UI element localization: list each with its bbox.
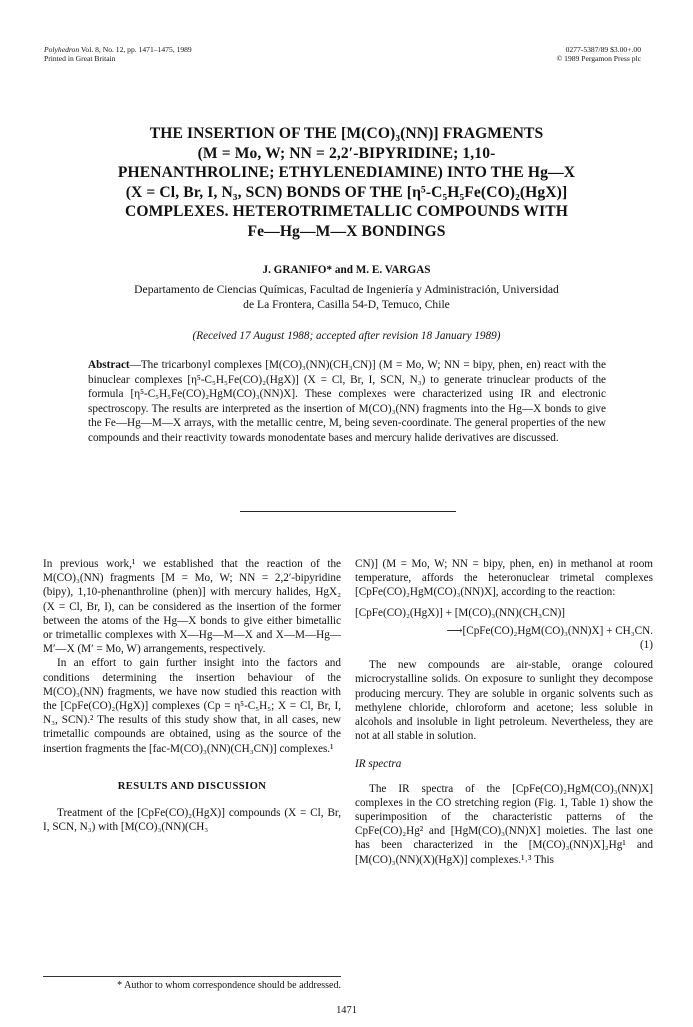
article-title (60, 124, 633, 242)
affiliation-line: de La Frontera, Casilla 54-D, Temuco, Chile (243, 298, 450, 311)
equation-line: ⟶[CpFe(CO)₂HgM(CO)₃(NN)X] + CH₃CN. (446, 624, 653, 637)
copyright: © 1989 Pergamon Press plc (556, 54, 641, 63)
page-number: 1471 (336, 1005, 357, 1016)
journal-info: Vol. 8, No. 12, pp. 1471–1475, 1989 (79, 45, 192, 54)
issn-header (556, 45, 641, 63)
footnote: * Author to whom correspondence should be addressed. (117, 980, 341, 991)
paragraph: CN)] (M = Mo, W; NN = bipy, phen, en) in methanol at room temperature, affords the heteronuclear trimetal complexes [CpFe(CO)₂HgM(CO)₃(NN)X], according to the reaction: (355, 558, 653, 599)
title-line: (M = Mo, W; NN = 2,2′-BIPYRIDINE; 1,10- (197, 144, 496, 162)
journal-header (44, 45, 192, 63)
affiliation (70, 282, 623, 312)
abstract-label: Abstract (88, 359, 130, 371)
paragraph: In previous work,¹ we established that the reaction of the M(CO)₃(NN) fragments [M = Mo, W; NN = 2,2′-bipyridine (bipy), 1,10-phenanthroline (phen)] with mercury halides, HgX₂ (X = Cl, Br, I), can be considered as the insertion of the former between the atoms of the Hg—X bonds to give either bimetallic or trimetallic complexes with X—Hg—M—X and X—M—Hg—M′—X (M′ = Mo, W) arrangements, respectively. (43, 558, 341, 656)
abstract-divider (240, 511, 456, 512)
paragraph: The IR spectra of the [CpFe(CO)₂HgM(CO)₃(NN)X] complexes in the CO stretching region (Fig. 1, Table 1) show the superimposition of the characteristic patterns of the CpFe(CO)₂Hg² and [HgM(CO)₃(NN)X] moieties. The last one has been characterized in the [M(CO)₃(NN)X]₂Hg¹ and [M(CO)₃(NN)(X)(HgX)] complexes.¹˒³ This (355, 782, 653, 866)
authors: J. GRANIFO* and M. E. VARGAS (262, 264, 431, 276)
title-line: THE INSERTION OF THE [M(CO)₃(NN)] FRAGMENTS (149, 125, 544, 142)
footnote-divider (43, 976, 341, 977)
abstract (88, 358, 606, 446)
issn-price: 0277-5387/89 $3.00+.00 (565, 45, 641, 54)
abstract-text: —The tricarbonyl complexes [M(CO)₃(NN)(CH₃CN)] (M = Mo, W; NN = bipy, phen, en) react with the binuclear complexes [η⁵-C₅H₅Fe(CO)₂(HgX)] (X = Cl, Br, I, SCN, N₃) to generate trinuclear products of the formula [η⁵-C₅H₅Fe(CO)₂HgM(CO)₃(NN)X]. These complexes were characterized using IR and electronic spectroscopy. The results are interpreted as the insertion of M(CO)₃(NN) fragments into the Hg—X bonds to give the Fe—Hg—M—X arrays, with the metallic centre, M, being seven-coordinate. The general properties of the new compounds and their reactivity towards monodentate bases and mercury halide derivatives are discussed. (88, 359, 606, 444)
equation-number: (1) (639, 639, 653, 652)
paragraph: The new compounds are air-stable, orange coloured microcrystalline solids. On exposure to sunlight they decompose producing mercury. They are soluble in organic solvents such as methylene chloride, chloroform and acetone; less soluble in alcohols and insoluble in light petroleum. Nevertheless, they are not at all stable in solution. (355, 659, 653, 743)
equation-line: [CpFe(CO)₂(HgX)] + [M(CO)₃(NN)(CH₃CN)] (355, 606, 566, 619)
title-line: COMPLEXES. HETEROTRIMETALLIC COMPOUNDS WITH (124, 203, 568, 221)
title-line: PHENANTHROLINE; ETHYLENEDIAMINE) INTO THE Hg—X (117, 164, 576, 182)
paragraph: In an effort to gain further insight into the factors and conditions determining the insertion behaviour of the M(CO)₃(NN) fragments, we have now studied this reaction with the [CpFe(CO)₂(HgX)] complexes (Cp = η⁵-C₅H₅; X = Cl, Br, I, N₃, SCN).² The results of this study show that, in all cases, new trimetallic compounds are obtained, using as the source of the insertion fragments the [fac-M(CO)₃(NN)(CH₃CN)] complexes.¹ (43, 657, 341, 755)
title-line: (X = Cl, Br, I, N₃, SCN) BONDS OF THE [η⁵-C₅H₅Fe(CO)₂(HgX)] (125, 183, 568, 201)
received-dates: (Received 17 August 1988; accepted after revision 18 January 1989) (192, 330, 501, 342)
left-column (43, 557, 341, 834)
journal-name: Polyhedron (44, 45, 80, 54)
paragraph: Treatment of the [CpFe(CO)₂(HgX)] compounds (X = Cl, Br, I, SCN, N₃) with [M(CO)₃(NN)(CH₃ (43, 807, 341, 834)
printed-in: Printed in Great Britain (44, 54, 116, 63)
subsection-heading: IR spectra (355, 758, 402, 771)
right-column (355, 557, 653, 867)
section-heading: RESULTS AND DISCUSSION (117, 780, 267, 792)
title-line: Fe—Hg—M—X BONDINGS (247, 222, 446, 240)
affiliation-line: Departamento de Ciencias Químicas, Facultad de Ingeniería y Administración, Universidad (134, 283, 559, 296)
